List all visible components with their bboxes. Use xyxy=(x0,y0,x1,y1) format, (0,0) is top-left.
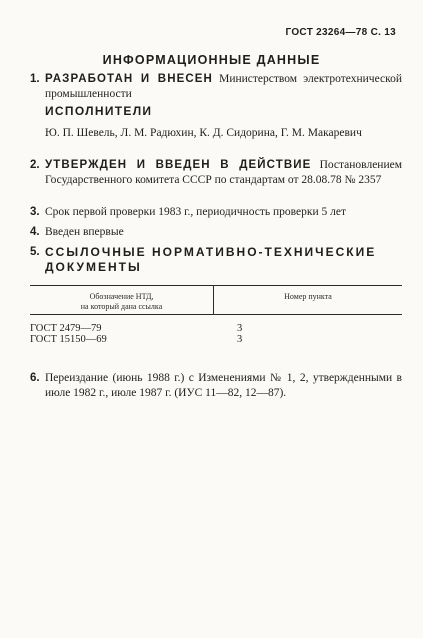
item-caps: ССЫЛОЧНЫЕ НОРМАТИВНО-ТЕХНИЧЕСКИЕ ДОКУМЕНТЫ xyxy=(45,245,377,274)
item-2 xyxy=(30,158,402,188)
item-number: 4. xyxy=(30,226,40,238)
row-doc: ГОСТ 2479—79 xyxy=(30,323,102,334)
item-6 xyxy=(30,371,402,401)
table-header-rule xyxy=(30,314,402,315)
item-4 xyxy=(30,225,402,240)
item-number: 1. xyxy=(30,73,40,85)
item-text: Министерством электротехнической промышленности xyxy=(45,73,402,100)
item-5 xyxy=(30,245,402,275)
col1-header xyxy=(30,292,213,312)
page-header: ГОСТ 23264—78 С. 13 xyxy=(285,27,396,38)
item-caps: УТВЕРЖДЕН И ВВЕДЕН В ДЕЙСТВИЕ xyxy=(45,159,312,171)
item-text: Срок первой проверки 1983 г., периодичность проверки 5 лет xyxy=(45,206,346,218)
item-text: Введен впервые xyxy=(45,226,124,238)
row-clause: 3 xyxy=(237,334,243,345)
section-title: ИНФОРМАЦИОННЫЕ ДАННЫЕ xyxy=(102,53,321,67)
row-clause: 3 xyxy=(237,323,243,334)
col1-header-line1: Обозначение НТД, xyxy=(89,292,154,301)
item-caps: РАЗРАБОТАН И ВНЕСЕН xyxy=(45,73,213,85)
performers-heading: ИСПОЛНИТЕЛИ xyxy=(45,104,153,118)
item-3 xyxy=(30,205,402,220)
item-text: Постановлением Государственного комитета СССР по стандартам от 28.08.78 № 2357 xyxy=(45,159,402,186)
item-number: 6. xyxy=(30,372,40,384)
row-doc: ГОСТ 15150—69 xyxy=(30,334,107,345)
item-number: 3. xyxy=(30,206,40,218)
item-number: 5. xyxy=(30,246,40,258)
item-number: 2. xyxy=(30,159,40,171)
performers-names: Ю. П. Шевель, Л. М. Радюхин, К. Д. Сидорина, Г. М. Макаревич xyxy=(45,127,362,139)
col2-header: Номер пункта xyxy=(284,292,332,301)
item-1 xyxy=(30,72,402,102)
col1-header-line2: на который дана ссылка xyxy=(80,302,163,311)
item-text: Переиздание (июнь 1988 г.) с Изменениями № 1, 2, утвержденными в июле 1982 г., июле 1987 г. (ИУС 11—82, 12—87). xyxy=(45,372,402,399)
table-top-rule xyxy=(30,285,402,286)
